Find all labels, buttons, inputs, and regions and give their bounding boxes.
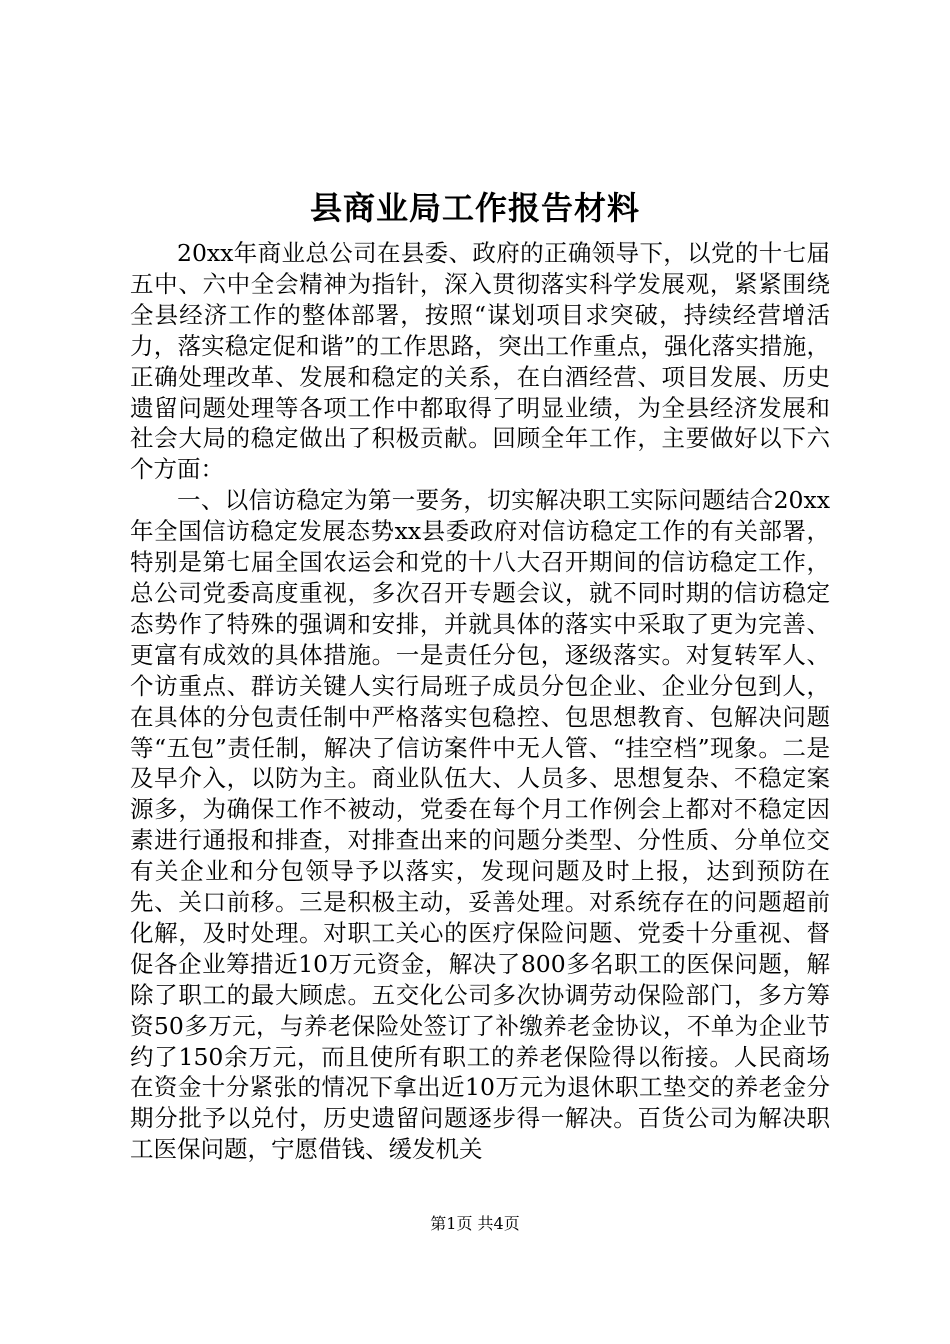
page-number-footer: 第1页 共4页 (430, 1214, 520, 1233)
document-body (130, 238, 830, 1165)
paragraph-intro: 20xx年商业总公司在县委、政府的正确领导下，以党的十七届五中、六中全会精神为指针，深入贯彻落实科学发展观，紧紧围绕全县经济工作的整体部署，按照“谋划项目求突破，持续经营增活力，落实稳定促和谐”的工作思路，突出工作重点，强化落实措施，正确处理改革、发展和稳定的关系，在白酒经营、项目发展、历史遗留问题处理等各项工作中都取得了明显业绩，为全县经济发展和社会大局的稳定做出了积极贡献。回顾全年工作，主要做好以下六个方面： (130, 239, 830, 484)
document-title: 县商业局工作报告材料 (309, 189, 640, 227)
paragraph-section-one: 一、以信访稳定为第一要务，切实解决职工实际问题结合20xx年全国信访稳定发展态势xx县委政府对信访稳定工作的有关部署，特别是第七届全国农运会和党的十八大召开期间的信访稳定工作，总公司党委高度重视，多次召开专题会议，就不同时期的信访稳定态势作了特殊的强调和安排，并就具体的落实中采取了更为完善、更富有成效的具体措施。一是责任分包，逐级落实。对复转军人、个访重点、群访关键人实行局班子成员分包企业、企业分包到人，在具体的分包责任制中严格落实包稳控、包思想教育、包解决问题等“五包”责任制，解决了信访案件中无人管、“挂空档”现象。二是及早介入，以防为主。商业队伍大、人员多、思想复杂、不稳定案源多，为确保工作不被动，党委在每个月工作例会上都对不稳定因素进行通报和排查，对排查出来的问题分类型、分性质、分单位交有关企业和分包领导予以落实，发现问题及时上报，达到预防在先、关口前移。三是积极主动，妥善处理。对系统存在的问题超前化解，及时处理。对职工关心的医疗保险问题、党委十分重视、督促各企业筹措近10万元资金，解决了800多名职工的医保问题，解除了职工的最大顾虑。五交化公司多次协调劳动保险部门，多方筹资50多万元，与养老保险处签订了补缴养老金协议，不单为企业节约了150余万元，而且使所有职工的养老保险得以衔接。人民商场在资金十分紧张的情况下拿出近10万元为退休职工垫交的养老金分期分批予以兑付，历史遗留问题逐步得一解决。百货公司为解决职工医保问题，宁愿借钱、缓发机关 (130, 486, 830, 1164)
